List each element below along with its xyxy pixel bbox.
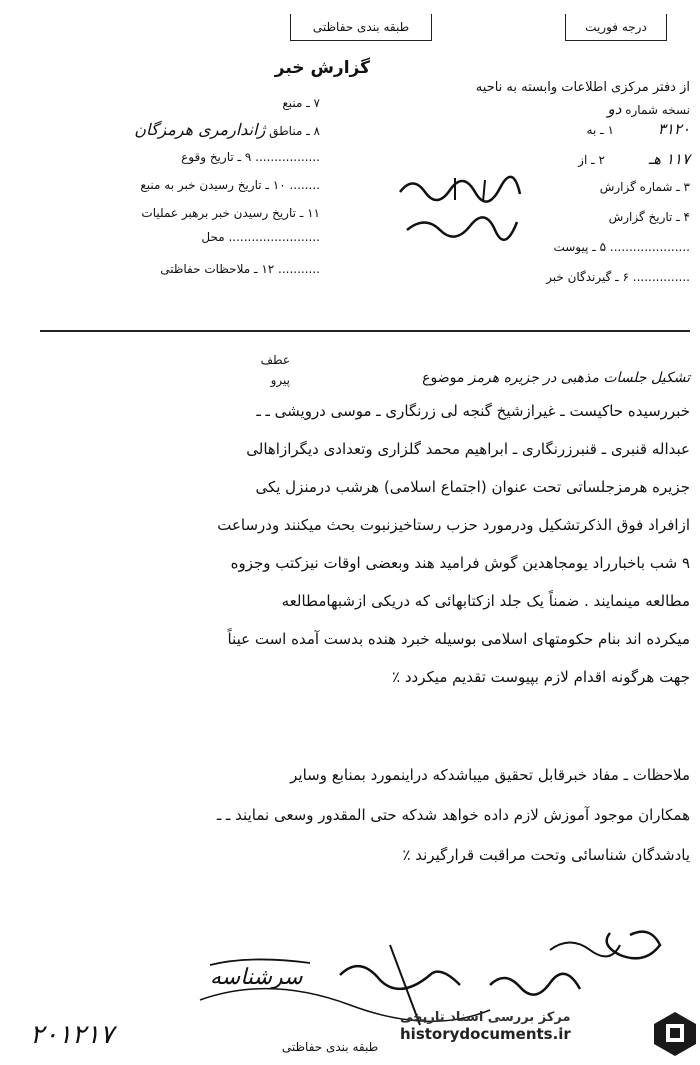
field-value: ۳۱۲۰ <box>657 120 690 138</box>
field-label: تاریخ وقوع <box>181 150 234 164</box>
body-line: جهت هرگونه اقدام لازم بپیوست تقدیم میکردد ٪ <box>392 668 690 686</box>
field-label: تاریخ رسیدن خبر برهبر عملیات <box>141 206 296 220</box>
body-line: خبررسیده حاکیست ـ غیرازشیخ گنجه لی زرنگاری ـ موسی درویشی ـ ـ <box>256 402 690 420</box>
field-number: ۲ <box>598 153 605 167</box>
field-recipients: ............... ۶ ـ گیرندگان خبر <box>546 270 690 284</box>
signature-stamp-text <box>210 965 303 990</box>
field-number: ۵ <box>599 240 607 254</box>
header-divider <box>40 330 690 332</box>
field-label: محل <box>201 230 225 244</box>
field-label: به <box>586 123 597 137</box>
field-to: ۳۱۲۰ ۱ ـ به <box>586 120 690 138</box>
field-label: مناطق <box>269 124 303 138</box>
field-source-date: ........ ۱۰ ـ تاریخ رسیدن خبر به منبع <box>140 178 320 192</box>
field-label: پیوست <box>553 240 589 254</box>
report-body <box>20 404 690 708</box>
copy-number <box>520 100 690 118</box>
signature-text: سرشناسه <box>210 965 303 990</box>
field-label: منبع <box>282 96 303 110</box>
field-number: ۱ <box>607 123 614 137</box>
body-line: میکرده اند بنام حکومتهای اسلامی بوسیله خبرد هنده بدست آمده است عیناً <box>227 630 690 648</box>
field-security-notes: ........... ۱۲ ـ ملاحظات حفاظتی <box>160 262 320 276</box>
dotted-line: ........................ <box>228 230 320 244</box>
form-title-text: گزارش خبر <box>274 58 370 78</box>
footer-classification-label: طبقه بندی حفاظتی <box>281 1040 379 1054</box>
field-label: شماره گزارش <box>599 180 673 194</box>
body-line: جزیره هرمزجلساتی تحت عنوان (اجتماع اسلامی) هرشب درمنزل یکی <box>255 478 690 496</box>
classification-box <box>290 14 432 41</box>
body-line: ۹ شب باخبارراد یومجاهدین گوش فرامید هند وبعضی اوقات نیزکتب وجزوه <box>230 554 690 572</box>
field-number: ۱۰ <box>272 178 286 192</box>
ref-atf: عطف <box>260 353 290 367</box>
ref-peyro: پیرو <box>270 373 290 387</box>
watermark-line1: مرکز بررسی اسناد تاریخی <box>400 1010 571 1025</box>
subject-label: موضوع <box>422 370 465 386</box>
field-number: ۱۲ <box>261 262 275 276</box>
field-label: گیرندگان خبر <box>546 270 612 284</box>
classification-label: طبقه بندی حفاظتی <box>312 20 410 34</box>
dotted-line: ........ <box>289 178 320 192</box>
footer-classification <box>270 1040 390 1054</box>
handwritten-report-number <box>395 170 525 250</box>
source-line <box>270 80 690 95</box>
archive-number <box>30 1020 114 1050</box>
priority-box <box>565 14 667 41</box>
field-occurrence-date: ................. ۹ ـ تاریخ وقوع <box>181 150 320 164</box>
field-source: ۷ ـ منبع <box>282 96 320 110</box>
watermark <box>400 1010 650 1043</box>
field-value: ژاندارمری هرمزگان <box>134 120 266 139</box>
field-number: ۹ <box>244 150 252 164</box>
subject-line <box>20 370 690 386</box>
field-number: ۱۱ <box>307 206 320 220</box>
field-attachment: ..................... ۵ ـ پیوست <box>553 240 690 254</box>
field-label: ملاحظات حفاظتی <box>160 262 251 276</box>
field-value: ۱۱۷ هـ <box>648 150 690 168</box>
field-report-date: ۴ ـ تاریخ گزارش <box>608 210 690 224</box>
left-fields <box>30 96 320 286</box>
watermark-line2: historydocuments.ir <box>400 1025 571 1043</box>
copy-number-label: نسخه شماره <box>625 103 690 117</box>
field-area: ۸ ـ مناطق ژاندارمری هرمزگان <box>134 120 320 139</box>
field-number: ۳ <box>683 180 690 194</box>
watermark-logo <box>650 1008 700 1058</box>
dotted-line: ..................... <box>609 240 690 254</box>
field-label: تاریخ رسیدن خبر به منبع <box>140 178 262 192</box>
notes-line: یادشدگان شناسائی وتحت مراقبت قرارگیرند ٪ <box>402 846 690 864</box>
field-operation-date: ۱۱ ـ تاریخ رسیدن خبر برهبر عملیات <box>141 206 320 220</box>
dotted-line: ............... <box>632 270 690 284</box>
field-number: ۴ <box>683 210 690 224</box>
body-line: عبداله قنبری ـ قنبرزرنگاری ـ ابراهیم محمد گلزاری وتعدادی دیگرازاهالی <box>246 440 690 458</box>
subject-text: تشکیل جلسات مذهبی در جزیره هرمز <box>468 370 690 386</box>
notes-section <box>20 768 690 888</box>
field-number: ۶ <box>622 270 629 284</box>
archive-number-text: ۲۰۱۲۱۷ <box>30 1020 114 1050</box>
field-location <box>30 230 320 262</box>
copy-number-value: دو <box>607 100 622 118</box>
dotted-line: ................. <box>255 150 320 164</box>
dotted-line: ........... <box>278 262 320 276</box>
field-label: تاریخ گزارش <box>608 210 673 224</box>
notes-line: ملاحظات ـ مفاد خبرقابل تحقیق میباشدکه دراینمورد بمنابع وسایر <box>290 766 690 784</box>
field-number: ۸ <box>313 124 320 138</box>
notes-line: همکاران موجود آموزش لازم داده خواهد شدکه حتی المقدور وسعی نمایند ـ ـ <box>216 806 690 824</box>
subject-margin-ref <box>250 353 290 387</box>
source-line-text: از دفتر مرکزی اطلاعات وابسته به ناحیه <box>475 80 690 95</box>
field-label: از <box>578 153 588 167</box>
field-number: ۷ <box>313 96 320 110</box>
priority-label: درجه فوریت <box>585 20 647 34</box>
body-line: مطالعه مینمایند . ضمناً یک جلد ازکتابهائی که دریکی ازشبهامطالعه <box>281 592 690 610</box>
body-line: ازافراد فوق الذکرتشکیل ودرمورد حزب رستاخیزنبوت بحث میکنند ودرساعت <box>217 516 690 534</box>
field-report-number: ۳ ـ شماره گزارش <box>599 180 690 194</box>
field-from: ۱۱۷ هـ ۲ ـ از <box>578 150 690 168</box>
form-title <box>250 58 370 78</box>
